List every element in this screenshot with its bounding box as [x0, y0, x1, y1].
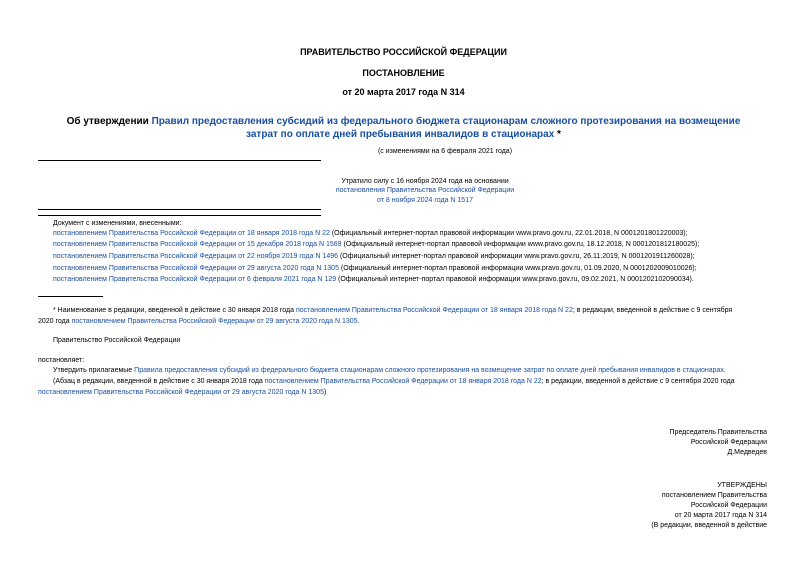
footnote-text: ; в редакции, введенной в действие с 9 сентября [572, 307, 733, 314]
title-rules-link[interactable]: Правил предоставления субсидий из федерального бюджета стационарам сложного протезирования на возмещение затрат по оплате дней пребывания инвалидов в стационарах [151, 116, 741, 140]
document-title [50, 115, 757, 141]
edition-link[interactable]: постановлением Правительства Российской Федерации от 29 августа 2020 года N 1305 [38, 389, 324, 396]
approve-text: Утвердить прилагаемые [53, 367, 135, 374]
approved-line: Российской Федерации [690, 502, 767, 509]
amendment-link[interactable]: постановлением Правительства Российской Федерации от 22 ноября 2019 года N 1496 [53, 253, 339, 260]
footnote-line2 [38, 317, 360, 326]
approved-line: (В редакции, введенной в действие [651, 522, 767, 529]
amendment-source: (Официальный интернет-портал правовой информации www.pravo.gov.ru, 26.11.2019, N 0001201911260028); [338, 253, 695, 260]
amendment-item [53, 252, 695, 261]
amendment-item [53, 240, 699, 249]
approved-line: постановлением Правительства [661, 492, 767, 499]
edition-text: (Абзац в редакции, введенной в действие с 30 января 2018 года [53, 378, 265, 385]
edition-note: (с изменениями на 6 февраля 2021 года) [377, 148, 513, 155]
title-suffix: * [554, 129, 561, 140]
footnote-link[interactable]: постановлением Правительства Российской Федерации от 29 августа 2020 года N 1305 [71, 318, 358, 325]
paragraph-edition-line2 [38, 388, 326, 397]
approved-heading: УТВЕРЖДЕНЫ [717, 482, 767, 489]
amendment-link[interactable]: постановлением Правительства Российской Федерации от 29 августа 2020 года N 1305 [53, 265, 339, 272]
decrees-word: постановляет: [38, 357, 85, 364]
footnote-text: 2020 года [38, 318, 72, 325]
issuer: Правительство Российской Федерации [53, 337, 181, 344]
paragraph-edition-line1 [53, 377, 735, 386]
amendment-source: (Официальный интернет-портал правовой информации www.pravo.gov.ru, 22.01.2018, N 0001201801220003); [329, 230, 688, 237]
approve-rules-link[interactable]: Правила предоставления субсидий из федерального бюджета стационарам сложного протезирования на возмещение затрат по оплате дней пребывания инвалидов в стационарах [134, 367, 724, 374]
divider [38, 160, 321, 161]
footnote-text: * Наименование в редакции, введенной в действие с 30 января 2018 года [53, 307, 296, 314]
signature-government: Российской Федерации [690, 439, 767, 446]
amendment-link[interactable]: постановлением Правительства Российской Федерации от 6 февраля 2021 года N 129 [53, 276, 337, 283]
amendment-link[interactable]: постановлением Правительства Российской Федерации от 15 декабря 2018 года N 1569 [53, 241, 342, 248]
approve-paragraph [53, 366, 726, 375]
document-date-number: от 20 марта 2017 года N 314 [342, 87, 465, 97]
amendments-heading: Документ с изменениями, внесенными: [53, 220, 182, 227]
footnote-divider [38, 296, 103, 297]
expired-decree-link[interactable]: постановления Правительства Российской Федерации [335, 187, 515, 194]
amendment-item [53, 275, 694, 284]
amendment-item [53, 229, 688, 238]
amendment-item [53, 264, 697, 273]
footnote-link[interactable]: постановлением Правительства Российской Федерации от 18 января 2018 года N 22 [295, 307, 573, 314]
government-heading: ПРАВИТЕЛЬСТВО РОССИЙСКОЙ ФЕДЕРАЦИИ [300, 47, 507, 57]
title-prefix: Об утверждении [66, 116, 152, 127]
amendment-source: (Официальный интернет-портал правовой информации www.pravo.gov.ru, 09.02.2021, N 0001202102090034). [336, 276, 694, 283]
divider [38, 215, 321, 216]
signature-title: Председатель Правительства [669, 429, 767, 436]
amendment-source: (Официальный интернет-портал правовой информации www.pravo.gov.ru, 18.12.2018, N 0001201812180025); [341, 241, 700, 248]
edition-text: ) [323, 389, 327, 396]
expired-decree-date-link[interactable]: от 8 ноября 2024 года N 1517 [377, 197, 473, 204]
signature-name: Д.Медведев [727, 449, 767, 456]
approved-line: от 20 марта 2017 года N 314 [674, 512, 767, 519]
footnote-text: . [357, 318, 360, 325]
document-type-heading: ПОСТАНОВЛЕНИЕ [362, 68, 445, 78]
edition-link[interactable]: постановлением Правительства Российской Федерации от 18 января 2018 года N 22 [264, 378, 542, 385]
amendment-source: (Официальный интернет-портал правовой информации www.pravo.gov.ru, 01.09.2020, N 0001202009010026); [338, 265, 697, 272]
footnote-line1 [53, 306, 732, 315]
expired-note-line1: Утратило силу с 16 ноября 2024 года на основании [341, 178, 509, 185]
approve-text: . [723, 367, 726, 374]
edition-text: ; в редакции, введенной в действие с 9 сентября 2020 года [541, 378, 735, 385]
divider [38, 209, 321, 210]
amendment-link[interactable]: постановлением Правительства Российской Федерации от 18 января 2018 года N 22 [53, 230, 330, 237]
